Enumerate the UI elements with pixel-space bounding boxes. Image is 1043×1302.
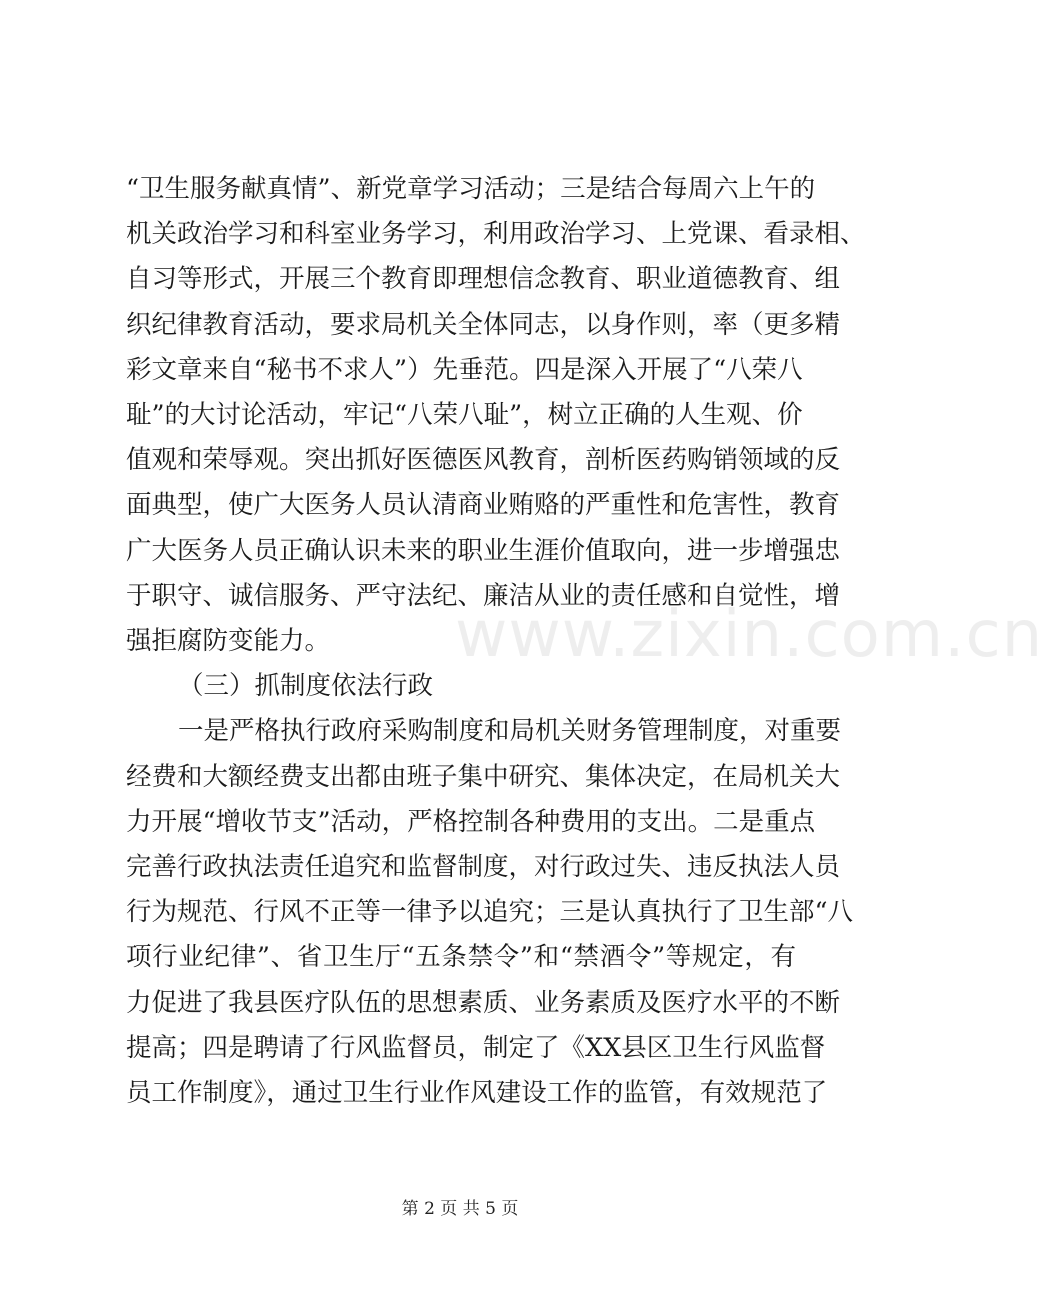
page-number-footer: 第 2 页 共 5 页: [401, 1199, 519, 1219]
body-line: 织纪律教育活动，要求局机关全体同志，以身作则，率（更多精: [126, 310, 841, 340]
body-line: 行为规范、行风不正等一律予以追究；三是认真执行了卫生部“八: [126, 897, 854, 927]
body-line: 广大医务人员正确认识未来的职业生涯价值取向，进一步增强忠: [126, 536, 841, 566]
section-heading: （三）抓制度依法行政: [178, 671, 434, 701]
body-line: 力开展“增收节支”活动，严格控制各种费用的支出。二是重点: [126, 807, 816, 837]
body-line: 彩文章来自“秘书不求人”）先垂范。四是深入开展了“八荣八: [126, 355, 803, 385]
body-line: 一是严格执行政府采购制度和局机关财务管理制度，对重要: [178, 716, 842, 746]
body-line: 面典型，使广大医务人员认清商业贿赂的严重性和危害性，教育: [126, 490, 841, 520]
body-line: 于职守、诚信服务、严守法纪、廉洁从业的责任感和自觉性，增: [126, 581, 841, 611]
body-line: 提高；四是聘请了行风监督员，制定了《XX县区卫生行风监督: [126, 1033, 826, 1063]
body-line: 完善行政执法责任追究和监督制度，对行政过失、违反执法人员: [126, 852, 841, 882]
watermark-text: www.zixin.com.cn: [455, 598, 1043, 672]
body-line: 经费和大额经费支出都由班子集中研究、集体决定，在局机关大: [126, 762, 841, 792]
body-line: 员工作制度》，通过卫生行业作风建设工作的监管，有效规范了: [126, 1078, 828, 1108]
body-line: 强拒腐防变能力。: [126, 626, 331, 656]
body-line: 耻”的大讨论活动，牢记“八荣八耻”，树立正确的人生观、价: [126, 400, 803, 430]
body-line: 力促进了我县医疗队伍的思想素质、业务素质及医疗水平的不断: [126, 988, 841, 1018]
body-line: 值观和荣辱观。突出抓好医德医风教育，剖析医药购销领域的反: [126, 445, 841, 475]
body-line: “卫生服务献真情”、新党章学习活动；三是结合每周六上午的: [126, 174, 816, 204]
body-line: 机关政治学习和科室业务学习，利用政治学习、上党课、看录相、: [126, 219, 866, 249]
body-line: 自习等形式，开展三个教育即理想信念教育、职业道德教育、组: [126, 264, 841, 294]
body-line: 项行业纪律”、省卫生厅“五条禁令”和“禁酒令”等规定，有: [126, 942, 796, 972]
